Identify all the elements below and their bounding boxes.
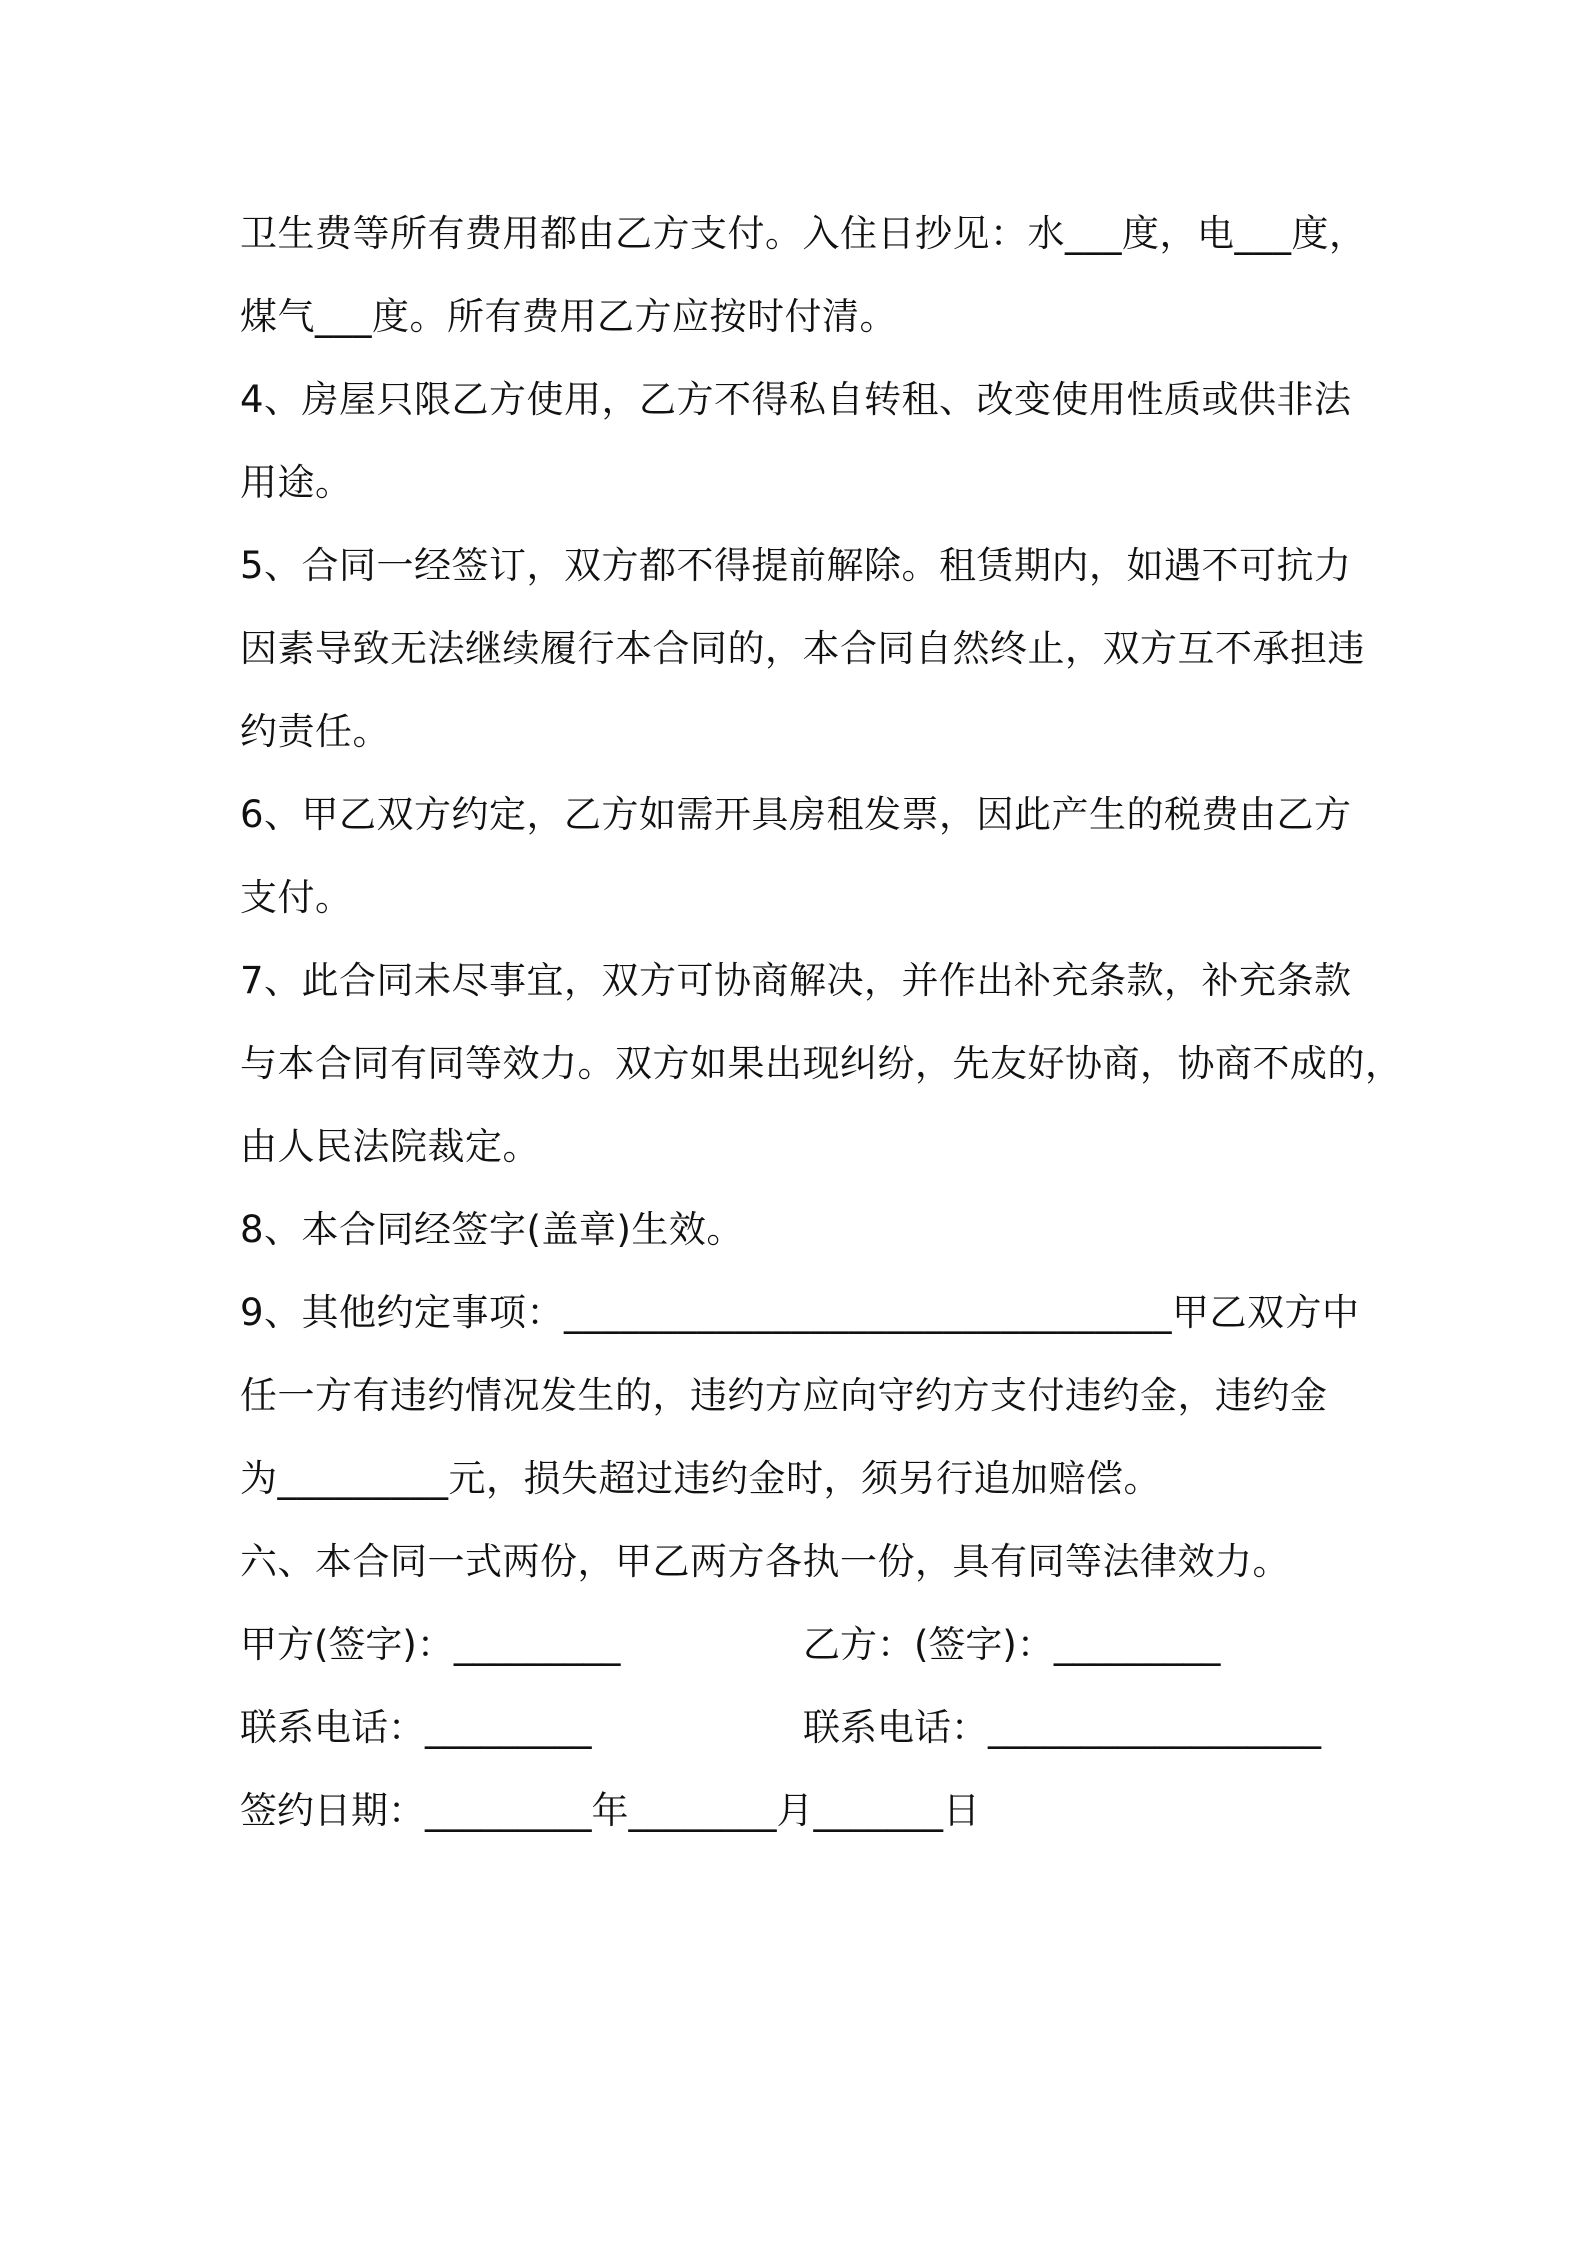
contract-line: 任一方有违约情况发生的，违约方应向守约方支付违约金，违约金 xyxy=(240,1374,1328,1417)
signature-row xyxy=(240,1603,1360,1686)
clause-6: 6、甲乙双方约定，乙方如需开具房租发票，因此产生的税费由乙方 xyxy=(240,793,1352,836)
contract-body xyxy=(240,192,1403,1852)
contract-line: 与本合同有同等效力。双方如果出现纠纷，先友好协商，协商不成的， xyxy=(240,1042,1403,1085)
contract-line: 煤气___度。所有费用乙方应按时付清。 xyxy=(240,295,897,338)
contract-line: 支付。 xyxy=(240,876,353,919)
date-row xyxy=(240,1769,1360,1852)
clause-7: 7、此合同未尽事宜，双方可协商解决，并作出补充条款，补充条款 xyxy=(240,959,1352,1002)
party-b-signature: 乙方：(签字)：_________ xyxy=(803,1623,1221,1666)
clause-4: 4、房屋只限乙方使用，乙方不得私自转租、改变使用性质或供非法 xyxy=(240,378,1352,421)
party-a-signature: 甲方(签字)：_________ xyxy=(240,1623,621,1666)
contract-line: 为_________元，损失超过违约金时，须另行追加赔偿。 xyxy=(240,1457,1161,1500)
clause-8: 8、本合同经签字(盖章)生效。 xyxy=(240,1208,744,1251)
contract-line: 用途。 xyxy=(240,461,353,504)
contract-line: 由人民法院裁定。 xyxy=(240,1125,540,1168)
clause-9: 9、其他约定事项：________________________________甲乙双方中 xyxy=(240,1291,1360,1334)
sign-date: 签约日期：_________年________月_______日 xyxy=(240,1789,980,1832)
clause-5: 5、合同一经签订，双方都不得提前解除。租赁期内，如遇不可抗力 xyxy=(240,544,1352,587)
contract-line: 因素导致无法继续履行本合同的，本合同自然终止，双方互不承担违 xyxy=(240,627,1365,670)
clause-six: 六、本合同一式两份，甲乙两方各执一份，具有同等法律效力。 xyxy=(240,1540,1290,1583)
party-a-phone: 联系电话：_________ xyxy=(240,1706,592,1749)
phone-row xyxy=(240,1686,1360,1769)
party-b-phone: 联系电话：__________________ xyxy=(803,1706,1321,1749)
contract-line: 卫生费等所有费用都由乙方支付。入住日抄见：水___度，电___度， xyxy=(240,212,1367,255)
contract-line: 约责任。 xyxy=(240,710,390,753)
